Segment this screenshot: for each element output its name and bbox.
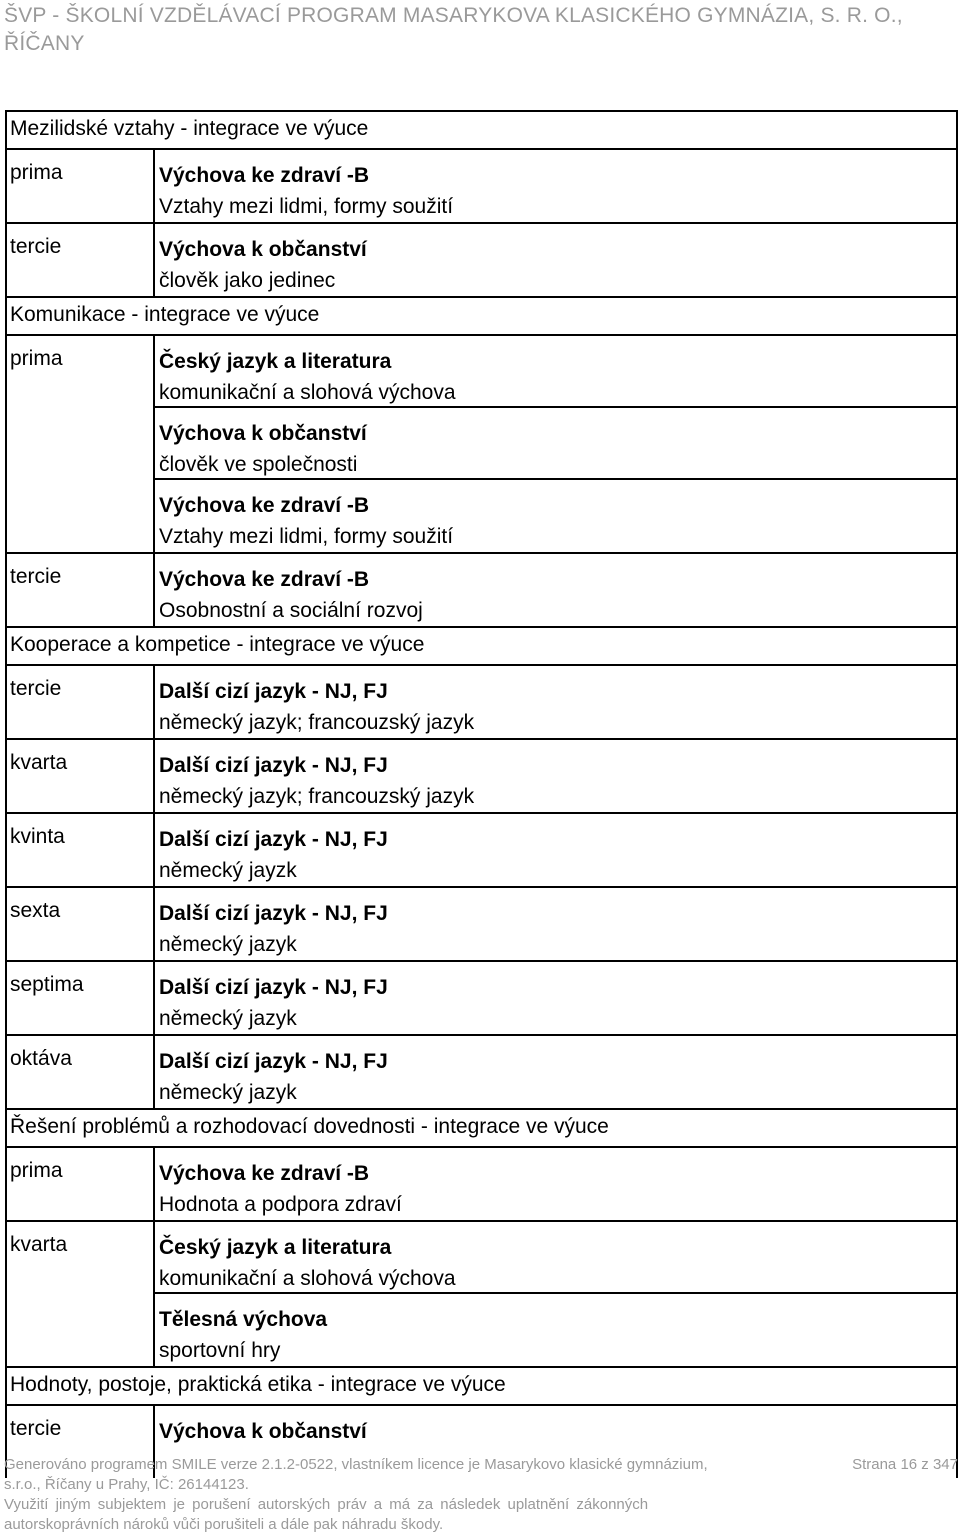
subject-topic: Vztahy mezi lidmi, formy soužití [159,525,454,548]
subject-name: Tělesná výchova [159,1308,328,1331]
subject-name: Další cizí jazyk - NJ, FJ [159,828,388,851]
table-row [5,222,958,296]
subject-name: Český jazyk a literatura [159,350,392,373]
section-title: Kooperace a kompetice - integrace ve výuce [5,626,958,664]
subject-topic: Hodnota a podpora zdraví [159,1193,402,1216]
subject-cell [155,814,956,886]
subject-list [155,1148,956,1220]
subject-topic: Osobnostní a sociální rozvoj [159,599,423,622]
table-row [5,334,958,552]
grade-level: kvarta [7,740,155,812]
table-row [5,886,958,960]
subject-cell [155,740,956,812]
subject-topic: německý jazyk; francouzský jazyk [159,785,475,808]
subject-name: Další cizí jazyk - NJ, FJ [159,754,388,777]
table-row [5,738,958,812]
section-title: Komunikace - integrace ve výuce [5,296,958,334]
subject-name: Výchova k občanství [159,1420,367,1443]
subject-name: Výchova ke zdraví -B [159,494,370,517]
grade-level: prima [7,1148,155,1220]
footer-copyright-line1: Využití jiným subjektem je porušení autorských práv a má za následek uplatnění zákonných [4,1496,649,1513]
subject-topic: německý jazyk; francouzský jazyk [159,711,475,734]
table-row [5,1034,958,1108]
grade-level: kvinta [7,814,155,886]
subject-name: Výchova ke zdraví -B [159,1162,370,1185]
subject-list [155,1222,956,1366]
subject-name: Další cizí jazyk - NJ, FJ [159,976,388,999]
subject-cell [155,1148,956,1220]
grade-level: tercie [7,1406,155,1478]
subject-cell [155,962,956,1034]
subject-topic: sportovní hry [159,1339,281,1362]
subject-cell [155,554,956,626]
subject-name: Český jazyk a literatura [159,1236,392,1259]
subject-topic: Vztahy mezi lidmi, formy soužití [159,195,454,218]
section-title: Řešení problémů a rozhodovací dovednosti - integrace ve výuce [5,1108,958,1146]
footer-generated: Generováno programem SMILE verze 2.1.2-0522, vlastníkem licence je Masarykovo klasické gymnázium, [4,1456,708,1473]
footer-owner: s.r.o., Říčany u Prahy, IČ: 26144123. [4,1476,249,1493]
grade-level: kvarta [7,1222,155,1366]
grade-level: prima [7,150,155,222]
subject-cell [155,480,956,552]
subject-name: Výchova ke zdraví -B [159,568,370,591]
subject-cell [155,336,956,408]
subject-list [155,336,956,552]
subject-list [155,150,956,222]
subject-topic: německý jazyk [159,1081,297,1104]
subject-name: Výchova k občanství [159,422,367,445]
document-footer [4,1455,958,1535]
subject-list [155,814,956,886]
grade-level: tercie [7,554,155,626]
subject-topic: člověk ve společnosti [159,453,358,476]
section-title: Mezilidské vztahy - integrace ve výuce [5,110,958,148]
subject-topic: komunikační a slohová výchova [159,1267,456,1290]
grade-level: oktáva [7,1036,155,1108]
header-title: ŠVP - ŠKOLNÍ VZDĚLÁVACÍ PROGRAM MASARYKOVA KLASICKÉHO GYMNÁZIA, S. R. O., ŘÍČANY [4,4,903,55]
subject-list [155,888,956,960]
subject-name: Další cizí jazyk - NJ, FJ [159,902,388,925]
table-row [5,552,958,626]
subject-topic: německý jazyk [159,1007,297,1030]
table-row [5,1220,958,1366]
subject-name: Další cizí jazyk - NJ, FJ [159,680,388,703]
subject-topic: německý jazyk [159,933,297,956]
section-title: Hodnoty, postoje, praktická etika - integrace ve výuce [5,1366,958,1404]
subject-cell [155,224,956,296]
subject-cell [155,888,956,960]
subject-list [155,740,956,812]
subject-list [155,554,956,626]
grade-level: prima [7,336,155,552]
subject-cell [155,1222,956,1294]
subject-cell [155,408,956,480]
table-row [5,1146,958,1220]
grade-level: tercie [7,666,155,738]
grade-level: tercie [7,224,155,296]
subject-name: Výchova k občanství [159,238,367,261]
footer-page-number: Strana 16 z 347 [852,1456,958,1473]
table-row [5,960,958,1034]
grade-level: septima [7,962,155,1034]
subject-list [155,962,956,1034]
subject-cell [155,1294,956,1366]
subject-cell [155,1036,956,1108]
grade-level: sexta [7,888,155,960]
subject-list [155,1036,956,1108]
document-header [4,2,954,58]
subject-topic: člověk jako jedinec [159,269,336,292]
table-row [5,812,958,886]
subject-cell [155,150,956,222]
subject-cell [155,666,956,738]
subject-list [155,224,956,296]
subject-name: Výchova ke zdraví -B [159,164,370,187]
subject-topic: německý jayzk [159,859,297,882]
table-row [5,664,958,738]
subject-name: Další cizí jazyk - NJ, FJ [159,1050,388,1073]
table-row [5,148,958,222]
cross-curricular-table [5,110,958,1478]
subject-topic: komunikační a slohová výchova [159,381,456,404]
footer-copyright-line2: autorskoprávních nároků vůči porušiteli a dále pak náhradu škody. [4,1516,444,1533]
subject-list [155,666,956,738]
